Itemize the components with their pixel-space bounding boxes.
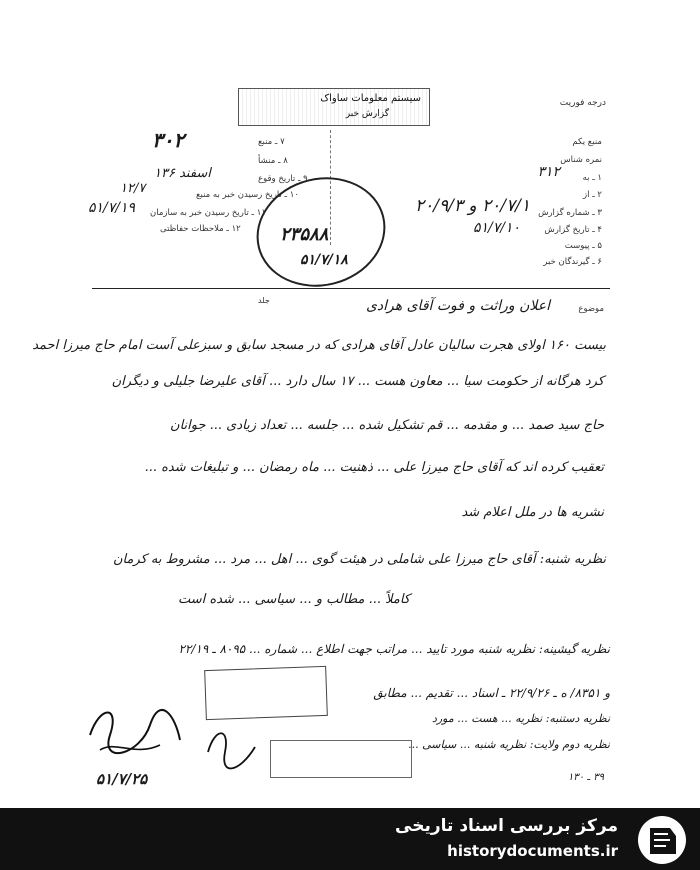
header-stamp-subtitle: گزارش خبر xyxy=(345,109,389,119)
archive-logo-icon xyxy=(636,814,688,866)
field-origin-label: ۸ ـ منشأ xyxy=(258,156,288,166)
signature-left xyxy=(80,695,190,765)
field-attachment-label: ۵ ـ پیوست xyxy=(564,241,602,251)
body-line-1: بیست ۱۶۰ اولای هجرت سالیان عادل آقای هرادی که در مسجد سابق و سبزعلی آست امام حاج میرزا احمد xyxy=(32,338,606,353)
footer-bar xyxy=(0,808,700,870)
stamp-number: ۲۳۵۸۸ xyxy=(280,224,329,245)
field-to-label: ۱ ـ به xyxy=(582,173,602,183)
subject-label: موضوع xyxy=(578,304,604,314)
field-occurrence-label: ۹ ـ تاریخ وقوع xyxy=(258,174,308,184)
signature-middle xyxy=(200,722,270,777)
field-report-date-label: ۴ ـ تاریخ گزارش xyxy=(544,225,602,235)
field-recipients-label: ۶ ـ گیرندگان خبر xyxy=(543,257,602,267)
body-line-5: نشریه ها در ملل اعلام شد xyxy=(461,505,604,520)
footer-title: مرکز بررسی اسناد تاریخی xyxy=(395,816,618,836)
field-to-value: ۳۱۲ xyxy=(537,164,560,180)
field-received-source-value: ۱۲/۷ xyxy=(120,181,146,196)
field-r1-label: نمره شناس xyxy=(560,155,602,165)
note-2: نظریه گیشینه: نظریه شنبه مورد تایید ... مراتب جهت اطلاع ... شماره ... ۸۰۹۵ ـ ۲۲/۱۹ xyxy=(178,642,610,656)
note-3: و ۸۳۵۱/ ه ـ ۲۲/۹/۲۶ ـ اسناد ... تقدیم ... مطابق xyxy=(373,686,610,700)
field-source-label: ۷ ـ منبع xyxy=(258,137,285,147)
note-1a: نظریه شنبه: آقای حاج میرزا علی شاملی در هیئت گوی ... اهل ... مرد ... مشروط به کرمان xyxy=(112,552,606,567)
field-report-date-value: ۵۱/۷/۱۰ xyxy=(472,220,520,236)
body-line-2: کرد هرگانه از حکومت سیا ... معاون هست ... ۱۷ سال دارد ... آقای علیرضا جلیلی و دیگران xyxy=(111,374,604,389)
stamp-date: ۵۱/۷/۱۸ xyxy=(300,252,348,268)
field-occurrence-value: اسفند ۱۳۶ xyxy=(154,166,211,181)
bottom-code: ۳۹ ـ ۱۳۰ xyxy=(567,772,604,783)
field-report-number-label: ۳ ـ شماره گزارش xyxy=(538,208,602,218)
note-5: نظریه دوم ولایت: نظریه شنبه ... سیاسی ... xyxy=(408,738,610,751)
archive-stamp xyxy=(270,740,412,778)
field-received-source-label: ۱۰ ـ تاریخ رسیدن خبر به منبع xyxy=(196,190,299,200)
header-stamp xyxy=(238,88,430,126)
field-from-label: ۲ ـ از xyxy=(583,190,602,200)
header-stamp-title: سیستم معلومات ساواک xyxy=(320,93,421,104)
field-received-org-value: ۵۱/۷/۱۹ xyxy=(88,200,136,216)
office-stamp xyxy=(204,666,328,720)
pages-label: جلد xyxy=(258,296,270,305)
field-r0-label: منبع یکم xyxy=(572,137,602,147)
field-source-value: ۳۰۲ xyxy=(152,128,185,152)
note-4: نظریه دستنبه: نظریه ... هست ... مورد xyxy=(431,712,610,725)
subject-text: اعلان وراثت و فوت آقای هرادی xyxy=(365,298,550,314)
field-received-org-label: ۱۱ ـ تاریخ رسیدن خبر به سازمان xyxy=(150,208,266,218)
note-1b: کاملاً ... مطالب و ... سیاسی ... شده است xyxy=(177,592,410,607)
header-divider xyxy=(92,288,610,289)
priority-label: درجه فوریت xyxy=(559,98,606,108)
field-security-label: ۱۲ ـ ملاحظات حفاظتی xyxy=(160,224,241,234)
body-line-3: حاج سید صمد ... و مقدمه ... قم تشکیل شده ... جلسه ... تعداد زیادی ... جوانان xyxy=(170,418,604,433)
field-report-number-value: ۲۰/۷/۱ و ۲۰/۹/۳ xyxy=(415,196,530,216)
body-line-4: تعقیب کرده اند که آقای حاج میرزا علی ... ذهنیت ... ماه رمضان ... و تبلیغات شده ... xyxy=(144,460,604,475)
bottom-date: ۵۱/۷/۲۵ xyxy=(96,770,148,788)
footer-url[interactable]: historydocuments.ir xyxy=(447,842,618,860)
